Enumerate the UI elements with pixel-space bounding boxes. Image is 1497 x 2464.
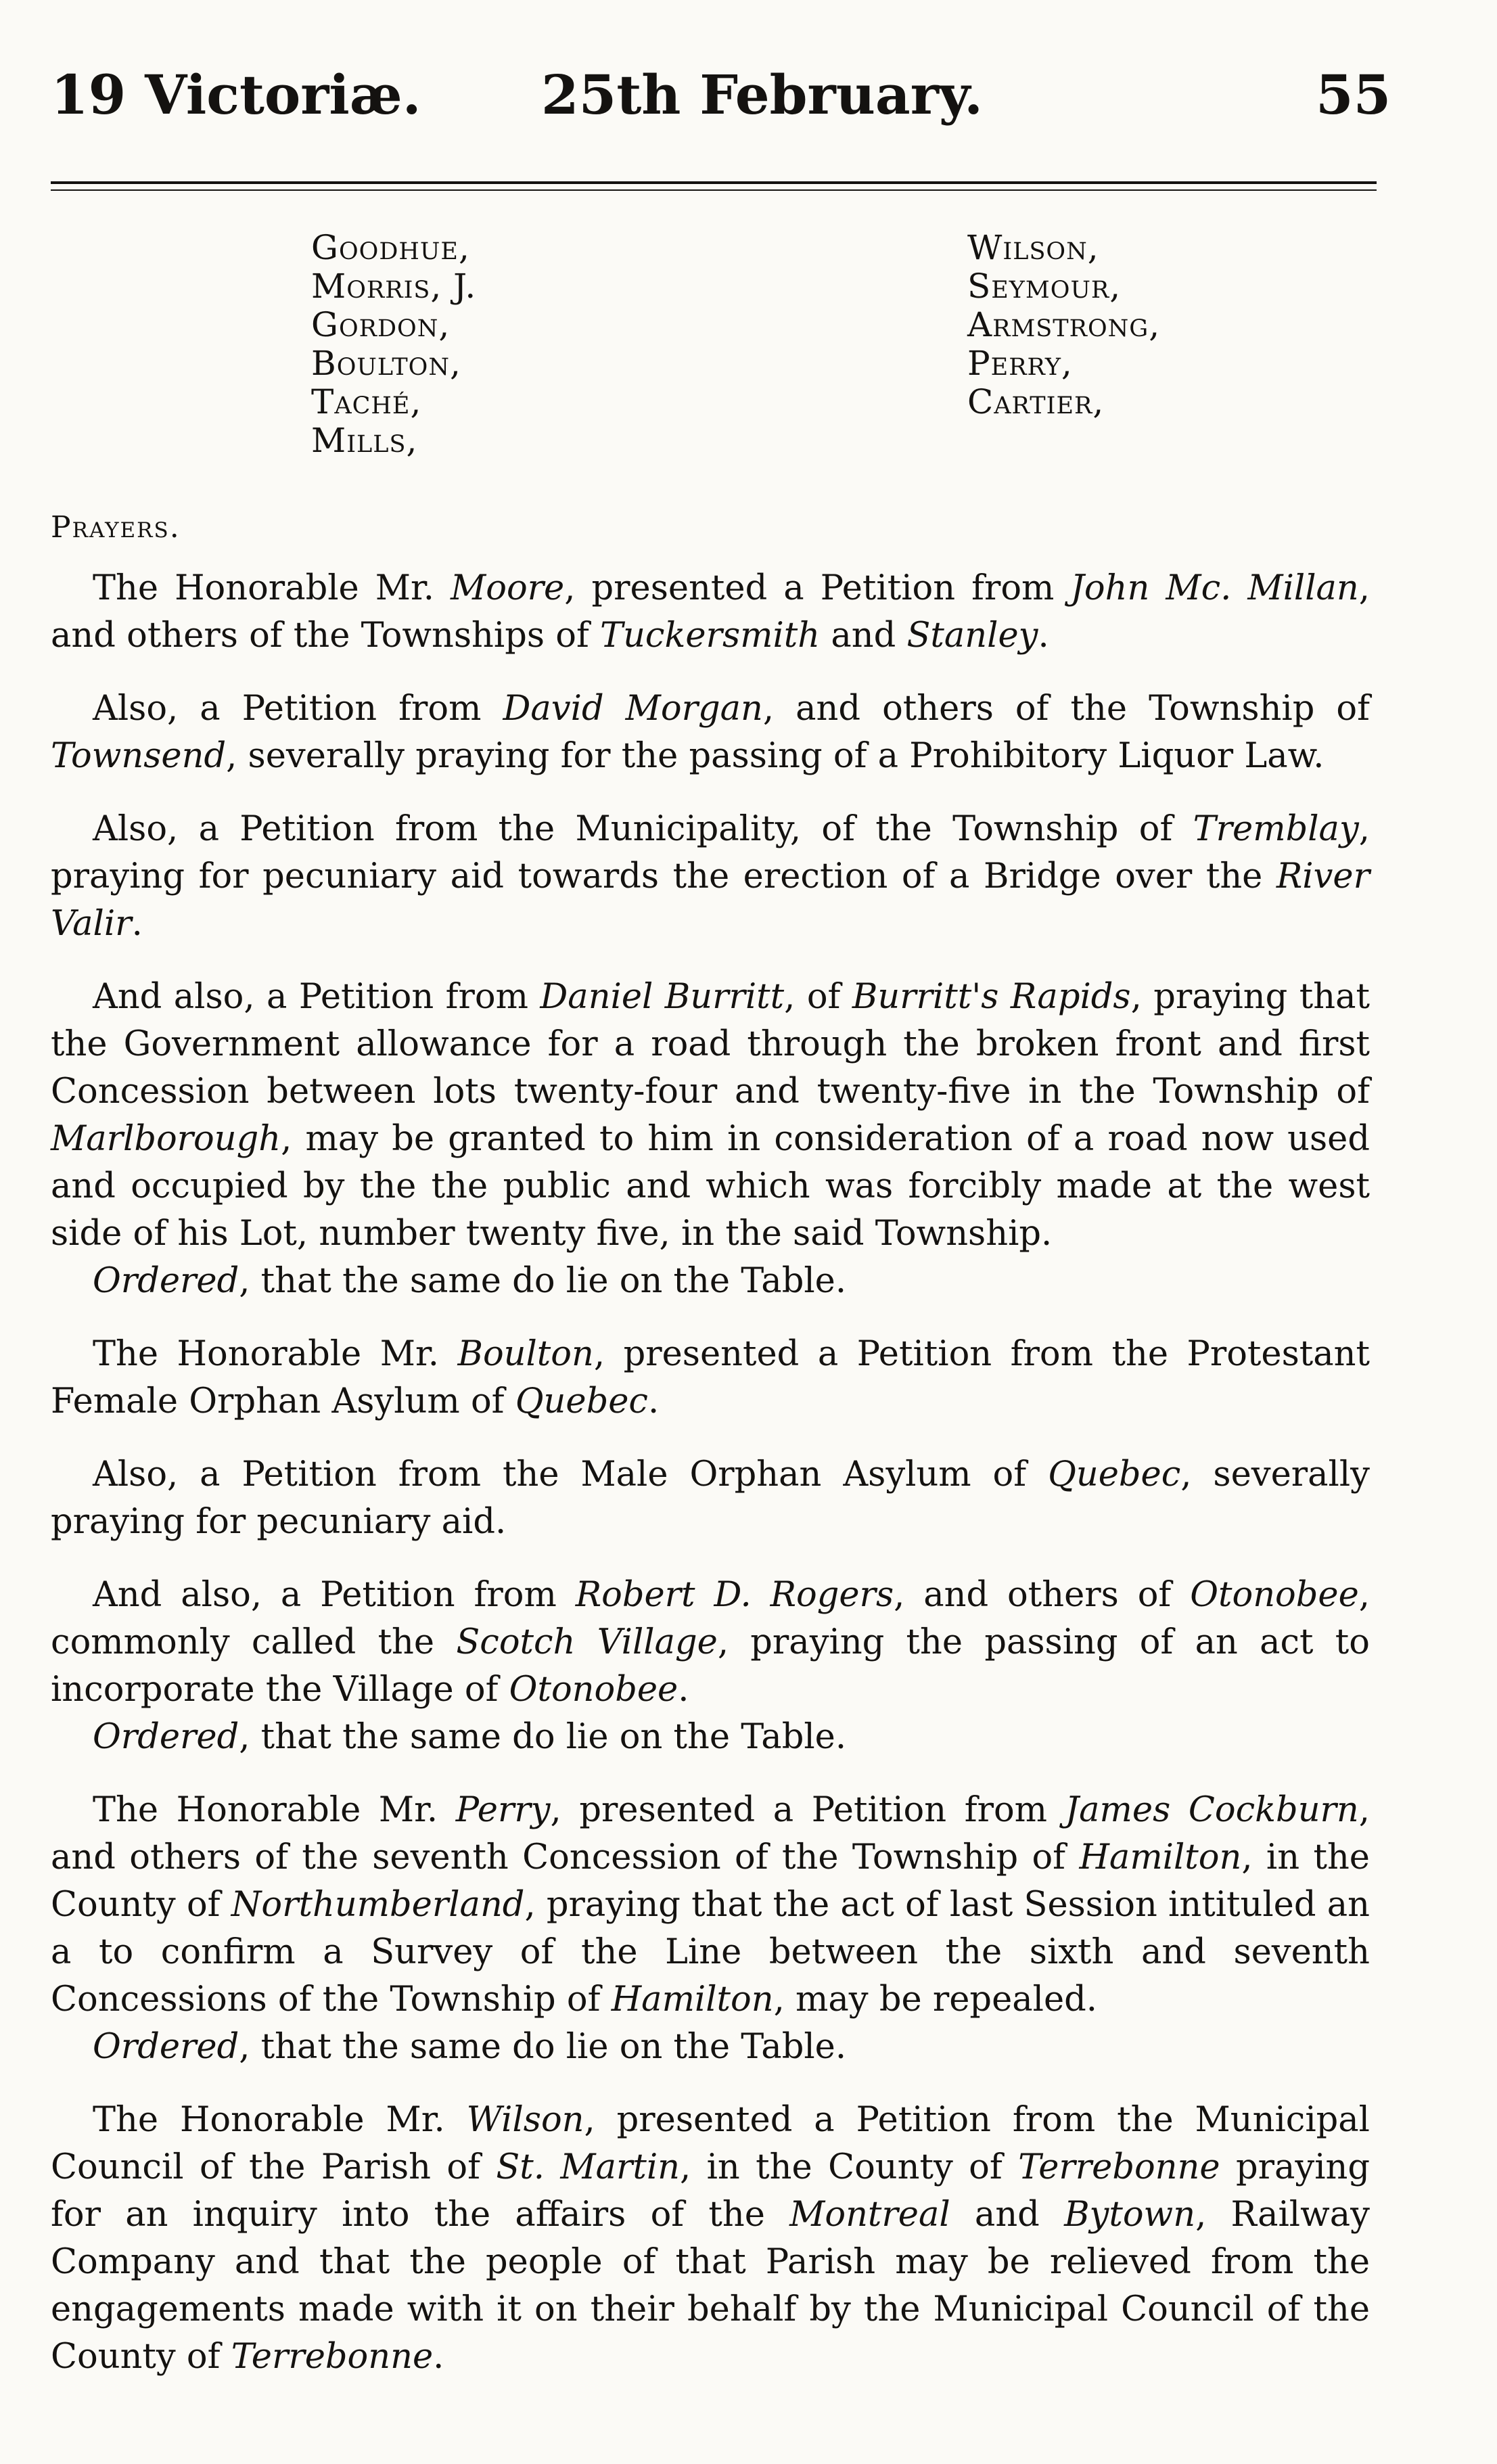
header-regnal-year: 19 Victoriæ. (51, 63, 421, 127)
page-number: 55 (1316, 63, 1391, 127)
member-name: Perry, (967, 344, 1073, 383)
member-name: Cartier, (967, 382, 1105, 421)
paragraph-rogers-petition: And also, a Petition from Robert D. Rogers, and others of Otonobee, commonly called the Scotch Village, praying the passing of an act to incorporate the Village of Otonobee. (51, 1575, 1370, 1710)
paragraph-boulton-petition: The Honorable Mr. Boulton, presented a Petition from the Protestant Female Orphan Asylum of Quebec. (51, 1334, 1370, 1421)
header-rule-thin (51, 189, 1377, 191)
prayers-heading: Prayers. (51, 510, 181, 545)
member-name: Morris, J. (311, 267, 477, 306)
header-rule-thick (51, 181, 1377, 184)
paragraph-morgan-petition: Also, a Petition from David Morgan, and others of the Township of Townsend, severally praying for the passing of a Prohibitory Liquor Law. (51, 689, 1371, 776)
paragraph-perry-petition: The Honorable Mr. Perry, presented a Petition from James Cockburn, and others of the seventh Concession of the Township of Hamilton, in the County of Northumberland, praying that the act of last Session intituled an a to confirm a Survey of the Line between the sixth and seventh Concessions of the Township of Hamilton, may be repealed. (51, 1790, 1370, 2020)
paragraph-male-orphan-petition: Also, a Petition from the Male Orphan Asylum of Quebec, severally praying for pecuniary aid. (51, 1455, 1370, 1542)
members-list-left (311, 229, 476, 460)
member-name: Goodhue, (311, 228, 470, 267)
member-name: Gordon, (311, 305, 451, 344)
paragraph-tremblay-petition: Also, a Petition from the Municipality, of the Township of Tremblay, praying for pecuniary aid towards the erection of a Bridge over the River Valir. (51, 809, 1370, 944)
ordered-line: Ordered, that the same do lie on the Table. (93, 1717, 847, 1757)
ordered-line: Ordered, that the same do lie on the Table. (93, 1261, 847, 1301)
header-date: 25th February. (541, 63, 984, 127)
member-name: Taché, (311, 382, 422, 421)
member-name: Seymour, (967, 267, 1122, 306)
paragraph-moore-petition: The Honorable Mr. Moore, presented a Petition from John Mc. Millan, and others of the Townships of Tuckersmith and Stanley. (51, 568, 1371, 656)
paragraph-wilson-petition: The Honorable Mr. Wilson, presented a Petition from the Municipal Council of the Parish of St. Martin, in the County of Terrebonne praying for an inquiry into the affairs of the Montreal and Bytown, Railway Company and that the people of that Parish may be relieved from the engagements made with it on their behalf by the Municipal Council of the County of Terrebonne. (51, 2100, 1370, 2377)
paragraph-burritt-petition: And also, a Petition from Daniel Burritt, of Burritt's Rapids, praying that the Government allowance for a road through the broken front and first Concession between lots twenty-four and twenty-five in the Township of Marlborough, may be granted to him in consideration of a road now used and occupied by the the public and which was forcibly made at the west side of his Lot, number twenty five, in the said Township. (51, 977, 1370, 1254)
member-name: Boulton, (311, 344, 461, 383)
member-name: Mills, (311, 421, 418, 460)
member-name: Wilson, (967, 228, 1099, 267)
members-list-right (967, 229, 1160, 421)
proceedings-body (51, 565, 1370, 2381)
member-name: Armstrong, (967, 305, 1161, 344)
ordered-line: Ordered, that the same do lie on the Table. (93, 2027, 847, 2067)
